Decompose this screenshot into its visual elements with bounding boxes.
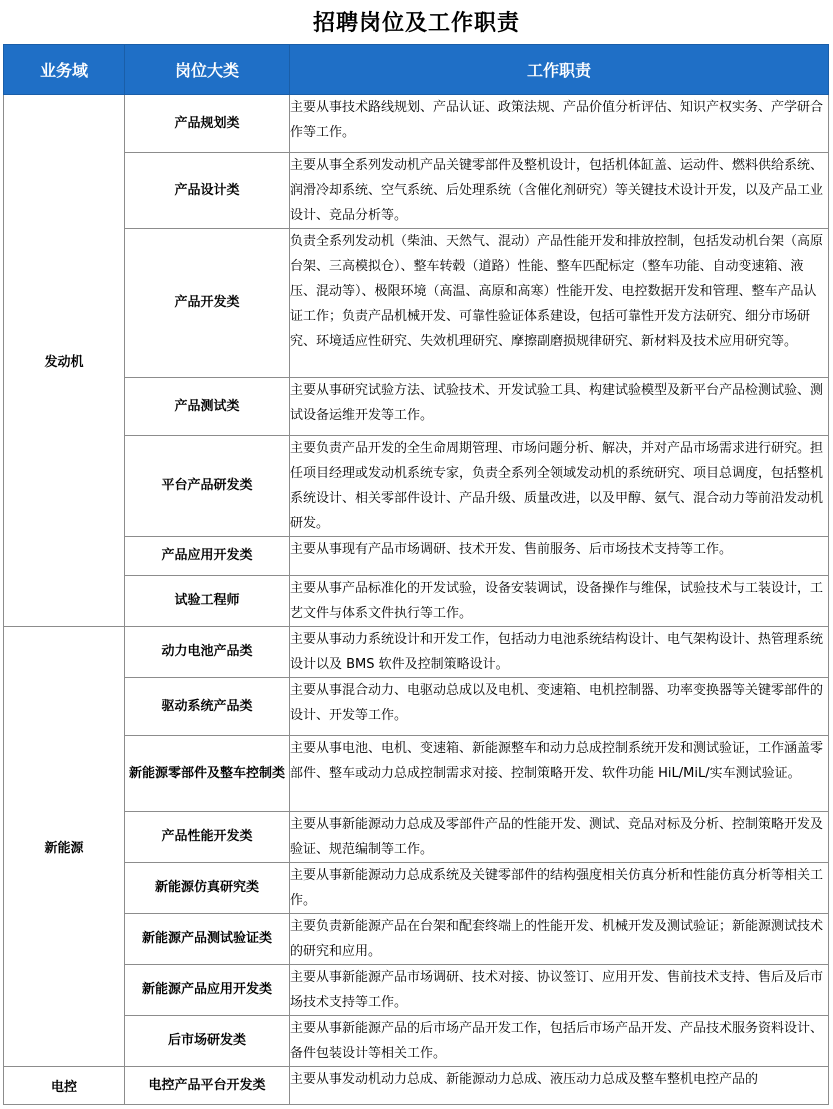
- category-cell: 电控产品平台开发类: [125, 1067, 290, 1105]
- table-row: [4, 627, 829, 678]
- duty-cell: 主要从事混合动力、电驱动总成以及电机、变速箱、电机控制器、功率变换器等关键零部件的设计、开发等工作。: [290, 678, 829, 736]
- category-cell: 产品性能开发类: [125, 812, 290, 863]
- duty-cell: 主要从事新能源动力总成系统及关键零部件的结构强度相关仿真分析和性能仿真分析等相关工作。: [290, 863, 829, 914]
- table-row: [4, 576, 829, 627]
- table-row: [4, 436, 829, 537]
- category-cell: 驱动系统产品类: [125, 678, 290, 736]
- category-cell: 产品测试类: [125, 378, 290, 436]
- page-title: 招聘岗位及工作职责: [312, 10, 520, 36]
- header-duty: 工作职责: [290, 45, 829, 95]
- duty-cell: 主要从事产品标准化的开发试验，设备安装调试，设备操作与维保，试验技术与工装设计，工艺文件与体系文件执行等工作。: [290, 576, 829, 627]
- category-cell: 新能源仿真研究类: [125, 863, 290, 914]
- table-row: [4, 736, 829, 812]
- category-cell: 动力电池产品类: [125, 627, 290, 678]
- table-row: [4, 229, 829, 378]
- duty-cell: 主要从事电池、电机、变速箱、新能源整车和动力总成控制系统开发和测试验证，工作涵盖零部件、整车或动力总成控制需求对接、控制策略开发、软件功能 HiL/MiL/实车测试验证。: [290, 736, 829, 812]
- table-row: [4, 812, 829, 863]
- category-cell: 产品应用开发类: [125, 537, 290, 576]
- duty-cell: 主要从事新能源产品市场调研、技术对接、协议签订、应用开发、售前技术支持、售后及后市场技术支持等工作。: [290, 965, 829, 1016]
- category-cell: 平台产品研发类: [125, 436, 290, 537]
- duty-cell: 负责全系列发动机（柴油、天然气、混动）产品性能开发和排放控制，包括发动机台架（高原台架、三高模拟仓）、整车转毂（道路）性能、整车匹配标定（整车功能、自动变速箱、液压、混动等）、极限环境（高温、高原和高寒）性能开发、电控数据开发和管理、整车产品认证工作；负责产品机械开发、可靠性验证体系建设，包括可靠性开发方法研究、细分市场研究、环境适应性研究、失效机理研究、摩擦副磨损规律研究、新材料及技术应用研究等。: [290, 229, 829, 378]
- job-table: [3, 44, 829, 1105]
- domain-cell-electronic-control: 电控: [4, 1067, 125, 1105]
- table-row: [4, 537, 829, 576]
- category-cell: 产品设计类: [125, 153, 290, 229]
- duty-cell: 主要负责产品开发的全生命周期管理、市场问题分析、解决，并对产品市场需求进行研究。担任项目经理或发动机系统专家，负责全系列全领域发动机的系统研究、项目总调度，包括整机系统设计、相关零部件设计、产品升级、质量改进，以及甲醇、氨气、混合动力等前沿发动机研发。: [290, 436, 829, 537]
- category-cell: 产品开发类: [125, 229, 290, 378]
- table-row: [4, 678, 829, 736]
- table-row: [4, 1016, 829, 1067]
- duty-cell: 主要负责新能源产品在台架和配套终端上的性能开发、机械开发及测试验证；新能源测试技术的研究和应用。: [290, 914, 829, 965]
- duty-cell: 主要从事新能源动力总成及零部件产品的性能开发、测试、竞品对标及分析、控制策略开发及验证、规范编制等工作。: [290, 812, 829, 863]
- duty-cell: 主要从事发动机动力总成、新能源动力总成、液压动力总成及整车整机电控产品的: [290, 1067, 829, 1105]
- duty-cell: 主要从事新能源产品的后市场产品开发工作，包括后市场产品开发、产品技术服务资料设计、备件包装设计等相关工作。: [290, 1016, 829, 1067]
- table-row: [4, 378, 829, 436]
- duty-cell: 主要从事全系列发动机产品关键零部件及整机设计，包括机体缸盖、运动件、燃料供给系统、润滑冷却系统、空气系统、后处理系统（含催化剂研究）等关键技术设计开发，以及产品工业设计、竞品分析等。: [290, 153, 829, 229]
- category-cell: 新能源产品应用开发类: [125, 965, 290, 1016]
- category-cell: 后市场研发类: [125, 1016, 290, 1067]
- domain-cell-engine: 发动机: [4, 95, 125, 627]
- table-row: [4, 95, 829, 153]
- category-cell: 试验工程师: [125, 576, 290, 627]
- table-row: [4, 965, 829, 1016]
- duty-cell: 主要从事技术路线规划、产品认证、政策法规、产品价值分析评估、知识产权实务、产学研合作等工作。: [290, 95, 829, 153]
- category-cell: 产品规划类: [125, 95, 290, 153]
- category-cell: 新能源产品测试验证类: [125, 914, 290, 965]
- table-row: [4, 153, 829, 229]
- domain-cell-new-energy: 新能源: [4, 627, 125, 1067]
- table-row: [4, 863, 829, 914]
- table-header-row: [4, 45, 829, 95]
- table-row: [4, 1067, 829, 1105]
- header-domain: 业务域: [4, 45, 125, 95]
- category-cell: 新能源零部件及整车控制类: [125, 736, 290, 812]
- duty-cell: 主要从事动力系统设计和开发工作，包括动力电池系统结构设计、电气架构设计、热管理系统设计以及 BMS 软件及控制策略设计。: [290, 627, 829, 678]
- table-row: [4, 914, 829, 965]
- duty-cell: 主要从事研究试验方法、试验技术、开发试验工具、构建试验模型及新平台产品检测试验、测试设备运维开发等工作。: [290, 378, 829, 436]
- duty-cell: 主要从事现有产品市场调研、技术开发、售前服务、后市场技术支持等工作。: [290, 537, 829, 576]
- header-category: 岗位大类: [125, 45, 290, 95]
